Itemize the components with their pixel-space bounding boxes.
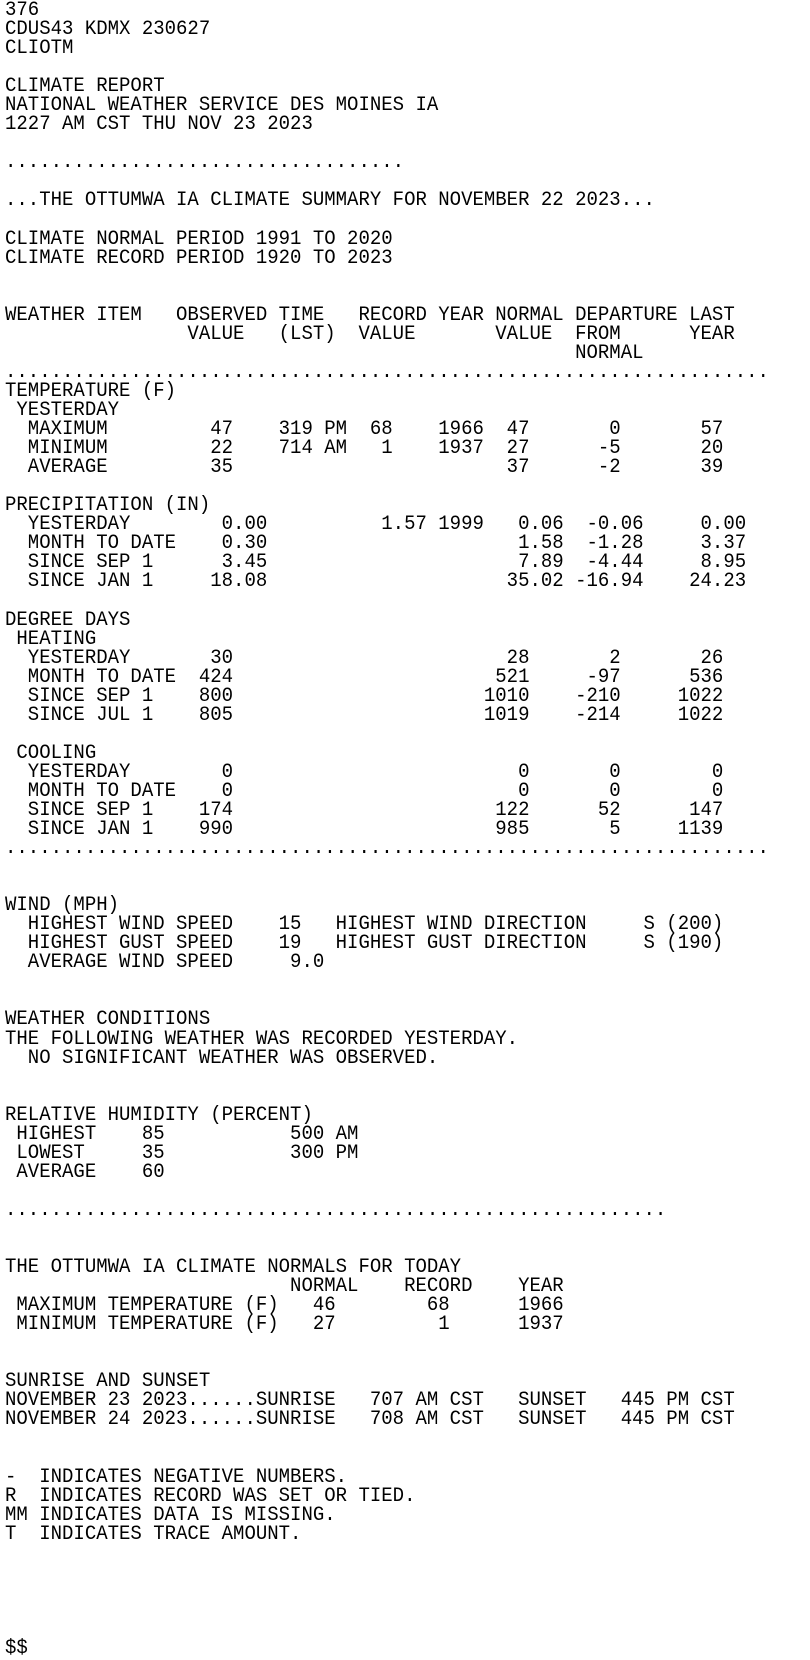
report-line: R INDICATES RECORD WAS SET OR TIED. (5, 1484, 416, 1508)
blank-line (5, 1620, 765, 1639)
climate-report-text (5, 0, 769, 1660)
report-line: AVERAGE 35 37 -2 39 (5, 456, 724, 480)
report-line: ................................................................... (5, 360, 769, 384)
report-line: 376 (5, 0, 40, 22)
report-line: HEATING (5, 627, 97, 651)
report-line: MINIMUM TEMPERATURE (F) 27 1 1937 (5, 1313, 564, 1337)
report-line: ................................... (5, 151, 405, 175)
report-line: .......................................................... (5, 1198, 667, 1222)
report-line: MAXIMUM TEMPERATURE (F) 46 68 1966 (5, 1294, 564, 1318)
report-line: YESTERDAY (5, 398, 120, 422)
report-line: WEATHER ITEM OBSERVED TIME RECORD YEAR NORMAL DEPARTURE LAST (5, 303, 735, 327)
report-line: NORMAL RECORD YEAR (5, 1275, 564, 1299)
report-line: HIGHEST 85 500 AM (5, 1122, 359, 1146)
blank-line (5, 858, 765, 877)
blank-line (5, 1449, 765, 1468)
blank-line (5, 1430, 765, 1449)
report-line: 1227 AM CST THU NOV 23 2023 (5, 113, 313, 137)
report-line: SUNRISE AND SUNSET (5, 1370, 211, 1394)
report-line: PRECIPITATION (IN) (5, 494, 211, 518)
report-line: WEATHER CONDITIONS (5, 1008, 211, 1032)
report-line: MINIMUM 22 714 AM 1 1937 27 -5 20 (5, 437, 724, 461)
report-line: $$ (5, 1637, 28, 1660)
report-line: HIGHEST WIND SPEED 15 HIGHEST WIND DIRECTION S (200) (5, 913, 724, 937)
blank-line (5, 1334, 765, 1353)
report-line: TEMPERATURE (F) (5, 379, 177, 403)
report-line: YESTERDAY 30 28 2 26 (5, 646, 724, 670)
blank-line (5, 591, 765, 610)
report-line: NOVEMBER 23 2023......SUNRISE 707 AM CST SUNSET 445 PM CST (5, 1389, 735, 1413)
report-line: SINCE JUL 1 805 1019 -214 1022 (5, 703, 724, 727)
blank-line (5, 1220, 765, 1239)
blank-line (5, 1601, 765, 1620)
report-line: SINCE SEP 1 174 122 52 147 (5, 798, 724, 822)
report-line: LOWEST 35 300 PM (5, 1141, 359, 1165)
report-line: ................................................................... (5, 837, 769, 861)
report-line: ...THE OTTUMWA IA CLIMATE SUMMARY FOR NOVEMBER 22 2023... (5, 189, 655, 213)
report-line: COOLING (5, 741, 97, 765)
report-line: NORMAL (5, 341, 644, 365)
blank-line (5, 972, 765, 991)
report-line: THE OTTUMWA IA CLIMATE NORMALS FOR TODAY (5, 1256, 462, 1280)
blank-line (5, 1582, 765, 1601)
report-line: YESTERDAY 0 0 0 0 (5, 760, 724, 784)
report-line: NOVEMBER 24 2023......SUNRISE 708 AM CST SUNSET 445 PM CST (5, 1408, 735, 1432)
report-line: DEGREE DAYS (5, 608, 131, 632)
blank-line (5, 1087, 765, 1106)
report-line: SINCE JAN 1 18.08 35.02 -16.94 24.23 (5, 570, 747, 594)
report-line: CDUS43 KDMX 230627 (5, 18, 211, 42)
report-line: CLIMATE REPORT (5, 75, 165, 99)
report-line: WIND (MPH) (5, 894, 120, 918)
blank-line (5, 1068, 765, 1087)
report-line: CLIOTM (5, 37, 74, 61)
report-line: RELATIVE HUMIDITY (PERCENT) (5, 1103, 313, 1127)
report-line: MONTH TO DATE 0.30 1.58 -1.28 3.37 (5, 532, 747, 556)
blank-line (5, 1544, 765, 1563)
report-line: T INDICATES TRACE AMOUNT. (5, 1522, 302, 1546)
report-line: MONTH TO DATE 424 521 -97 536 (5, 665, 724, 689)
report-line: SINCE JAN 1 990 985 5 1139 (5, 818, 724, 842)
report-line: NATIONAL WEATHER SERVICE DES MOINES IA (5, 94, 439, 118)
report-line: AVERAGE 60 (5, 1160, 165, 1184)
report-line: CLIMATE RECORD PERIOD 1920 TO 2023 (5, 246, 393, 270)
report-line: THE FOLLOWING WEATHER WAS RECORDED YESTERDAY. (5, 1027, 519, 1051)
blank-line (5, 268, 765, 287)
blank-line (5, 211, 765, 230)
blank-line (5, 877, 765, 896)
blank-line (5, 725, 765, 744)
report-line: NO SIGNIFICANT WEATHER WAS OBSERVED. (5, 1046, 439, 1070)
report-line: MM INDICATES DATA IS MISSING. (5, 1503, 336, 1527)
report-line: AVERAGE WIND SPEED 9.0 (5, 951, 325, 975)
report-line: CLIMATE NORMAL PERIOD 1991 TO 2020 (5, 227, 393, 251)
report-line: MONTH TO DATE 0 0 0 0 (5, 779, 724, 803)
report-line: - INDICATES NEGATIVE NUMBERS. (5, 1465, 348, 1489)
report-line: HIGHEST GUST SPEED 19 HIGHEST GUST DIRECTION S (190) (5, 932, 724, 956)
report-line: YESTERDAY 0.00 1.57 1999 0.06 -0.06 0.00 (5, 513, 747, 537)
report-line: MAXIMUM 47 319 PM 68 1966 47 0 57 (5, 418, 724, 442)
report-line: SINCE SEP 1 800 1010 -210 1022 (5, 684, 724, 708)
blank-line (5, 287, 765, 306)
blank-line (5, 1563, 765, 1582)
report-line: SINCE SEP 1 3.45 7.89 -4.44 8.95 (5, 551, 747, 575)
report-line: VALUE (LST) VALUE VALUE FROM YEAR (5, 322, 735, 346)
